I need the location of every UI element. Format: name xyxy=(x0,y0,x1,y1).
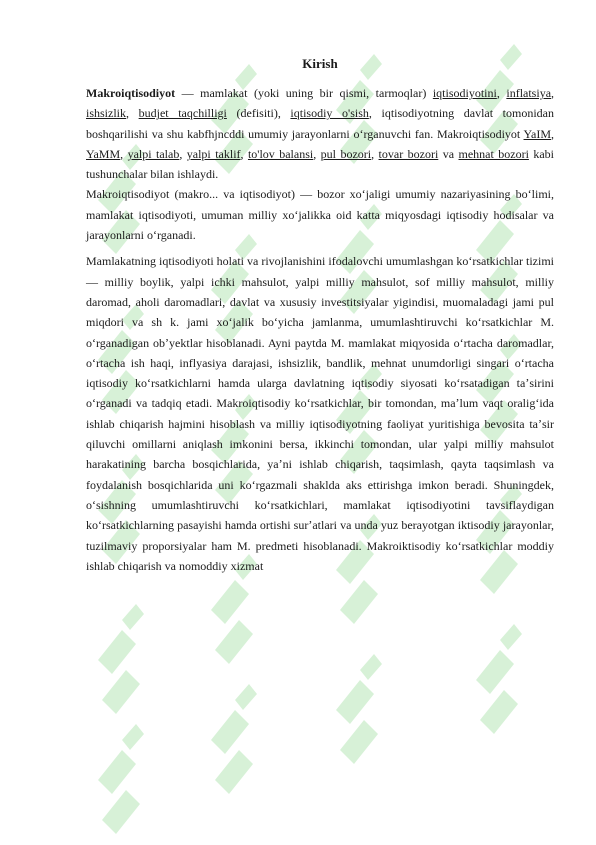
watermark-logo-icon xyxy=(330,650,384,770)
wiki-link[interactable]: yalpi talab xyxy=(127,146,180,161)
wiki-link[interactable]: yalpi taklif xyxy=(186,146,241,161)
term-heading: Makroiqtisodiyot xyxy=(86,86,176,100)
document-body xyxy=(86,83,554,576)
wiki-link[interactable]: iqtisodiy o'sish xyxy=(290,106,369,121)
text-run: , xyxy=(179,146,187,161)
text-run: Makroiqtisodiyot (makro... va iqtisodiyot) — bozor xoʻjaligi umumiy nazariyasining boʻlimi, mamlakat iqtisodiyoti, umuman milliy xoʻjalikka oid katta miqyosdagi iqtisodiy hodisalar va jarayonlarni oʻrganadi. xyxy=(86,187,554,243)
text-run: , xyxy=(551,126,554,141)
text-run: , xyxy=(120,146,128,161)
text-run: va xyxy=(438,146,459,161)
watermark-logo-icon xyxy=(92,720,146,840)
watermark-logo-icon xyxy=(92,600,146,720)
text-run: , xyxy=(313,146,321,161)
wiki-link[interactable]: YaMM xyxy=(86,146,121,161)
text-run: , xyxy=(126,106,139,121)
paragraph xyxy=(86,251,554,576)
text-run: , xyxy=(371,146,379,161)
paragraph xyxy=(86,83,554,184)
text-run: , iqtisodiyotning davlat tomonidan boshqarilishi va shu kabfhjncddi umumiy jarayonlarni oʻrganuvchi fan. Makroiqtisodiyot xyxy=(86,106,555,141)
text-run: — mamlakat (yoki uning bir qismi, tarmoqlar) xyxy=(175,86,433,100)
text-run: Mamlakatning iqtisodiyoti holati va rivojlanishini ifodalovchi umumlashgan koʻrsatkichlar tizimi — milliy boylik, yalpi ichki mahsulot, yalpi milliy mahsulot, sof milliy mahsulot, milliy daromad, aholi daromadlari, davlat va xususiy investitsiyalar yigindisi, muomaladagi jami pul miqdori va sh k. jami xoʻjalik boʻyicha jamlanma, umumlashtiruvchi koʻrsatkichlar M. oʻrganadigan obʼyektlar hisoblanadi. Ayni paytda M. mamlakat miqyosida oʻrtacha daromadlar, oʻrtacha ish haqi, inflyasiya darajasi, ishsizlik, bandlik, mehnat unumdorligi singari oʻrtacha iqtisodiy koʻrsatkichlarni hamda ularga davlatning iqtisodiy siyosati koʻrsatadigan taʼsirini oʻrganadi va tadqiq etadi. Makroiqtisodiy koʻrsatkichlar, bir tomondan, maʼlum vaqt oraligʻida ishlab chiqarish hajmini hisoblash va milliy iqtisodiyotning faoliyat yuritishiga bevosita taʼsir qiluvchi omillarni aniqlash imkonini bersa, ikkinchi tomondan, ular yalpi milliy mahsulot harakatining barcha bosqichlarida, yaʼni ishlab chiqarish, taqsimlash, qayta taqsimlash va foydalanish bosqichlarida uni koʻrgazmali shaklda aks ettirishga imkon beradi. Shuningdek, oʻsishning umumlashtiruvchi koʻrsatkichlari, mamlakat iqtisodiyotini tavsiflaydigan koʻrsatkichlarning pasayishi hamda ortishi surʼatlari va unda yuz berayotgan iktisodiy jarayonlar, tuzilmaviy proporsiyalar ham M. predmeti hisoblanadi. Makroiktisodiy koʻrsatkichlar moddiy ishlab chiqarish va nomoddiy xizmat xyxy=(86,254,554,573)
document-page xyxy=(86,55,554,576)
wiki-link[interactable]: to'lov balansi xyxy=(247,146,314,161)
text-run: , xyxy=(551,86,555,100)
wiki-link[interactable]: tovar bozori xyxy=(378,146,439,161)
wiki-link[interactable]: inflatsiya xyxy=(506,86,552,100)
wiki-link[interactable]: ishsizlik xyxy=(86,106,127,121)
text-run: , xyxy=(496,86,507,100)
wiki-link[interactable]: iqtisodiyotini xyxy=(432,86,497,100)
wiki-link[interactable]: YaIM xyxy=(523,126,551,141)
watermark-logo-icon xyxy=(470,620,524,740)
wiki-link[interactable]: pul bozori xyxy=(320,146,372,161)
text-run: , xyxy=(240,146,248,161)
wiki-link[interactable]: mehnat bozori xyxy=(458,146,529,161)
text-run: kabi tushunchalar bilan ishlaydi. xyxy=(86,146,555,182)
page-title: Kirish xyxy=(302,56,338,71)
paragraph xyxy=(86,184,554,245)
text-run: (defisiti), xyxy=(226,106,291,121)
watermark-logo-icon xyxy=(205,680,259,800)
wiki-link[interactable]: budjet taqchilligi xyxy=(138,106,227,121)
